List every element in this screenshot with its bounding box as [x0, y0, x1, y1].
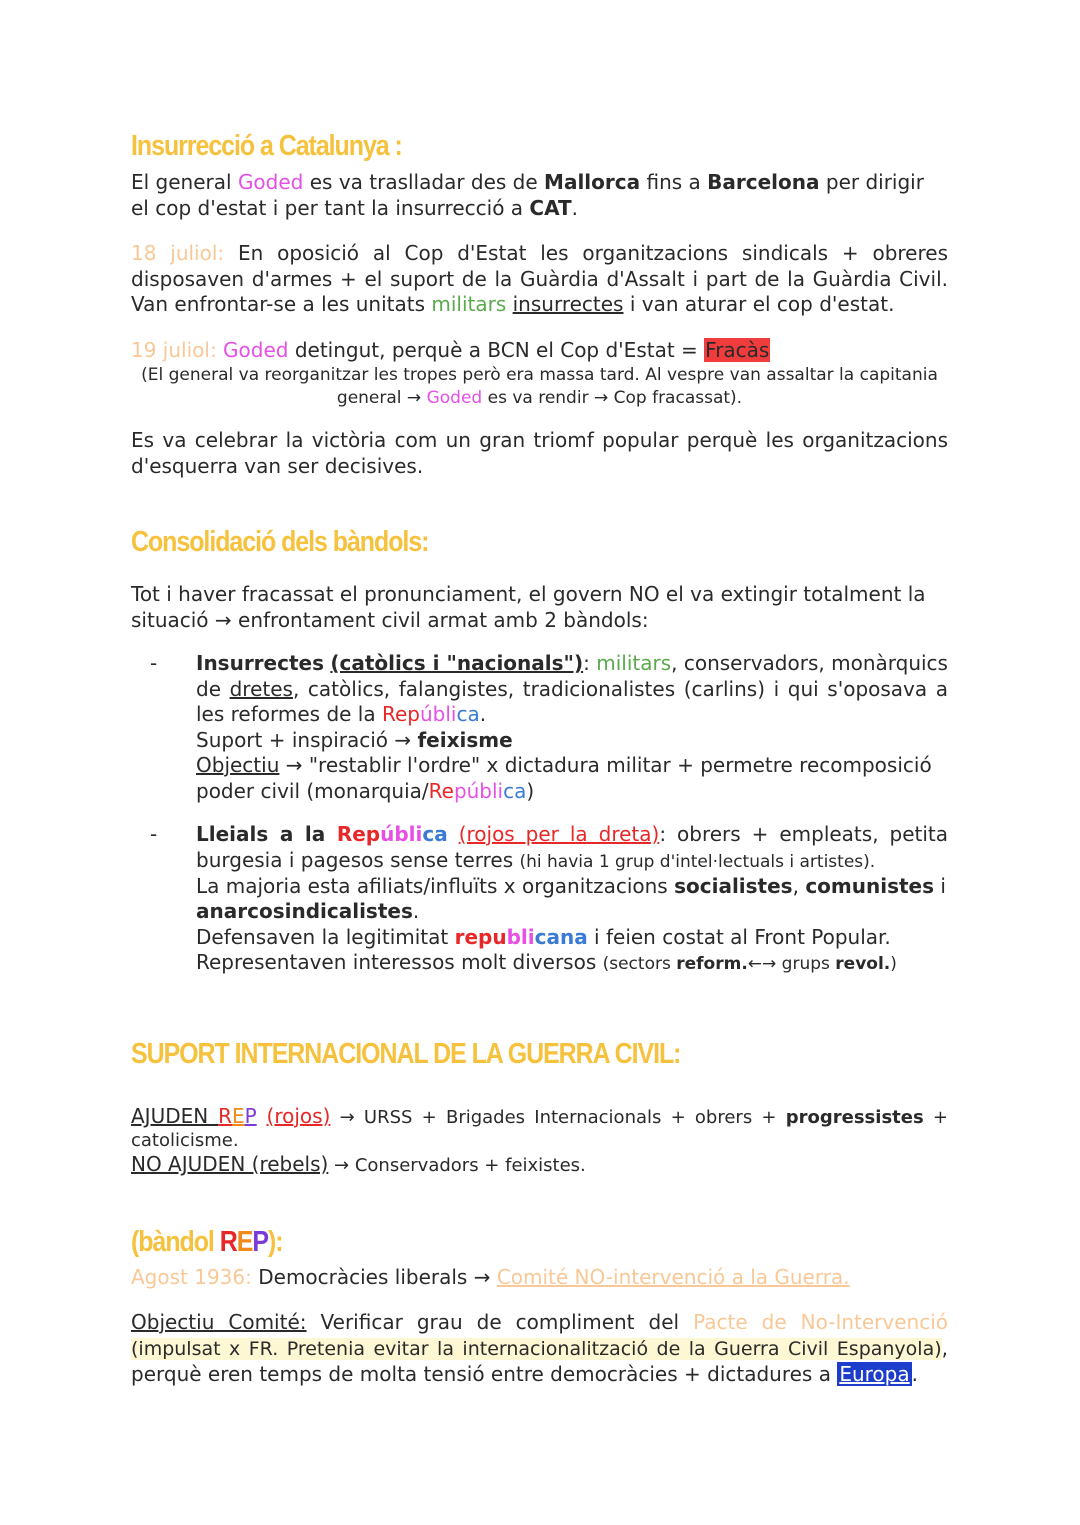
heading-suport-internacional: SUPORT INTERNACIONAL DE LA GUERRA CIVIL: — [131, 1038, 681, 1070]
paragraph-ajuden: AJUDEN REP (rojos) → URSS + Brigades Internacionals + obrers + progressistes + catolicisme. — [131, 1104, 948, 1151]
list-item-lleials: - Lleials a la República (rojos per la dreta): obrers + empleats, petita burgesia i pagesos sense terres (hi havia 1 grup d'intel·lectuals i artistes). La majoria esta afiliats/influïts x organitzacions socialistes, comunistes i anarcosindicalistes. Defensaven la legitimitat republicana i feien costat al Front Popular. Representaven interessos molt diversos (sectors reform.←→ grups revol.) — [150, 822, 949, 974]
section-bandol-rep: (bàndol REP): — [131, 1226, 283, 1258]
europa-highlight: Europa — [839, 1362, 910, 1386]
date-19-juliol: 19 juliol: — [131, 338, 217, 362]
fracas-highlight: Fracàs — [705, 338, 770, 362]
section-insurreccio — [131, 130, 948, 163]
paragraph-agost-1936: Agost 1936: Democràcies liberals → Comité NO-intervenció a la Guerra. — [131, 1265, 850, 1289]
paragraph-intro-bandols: Tot i haver fracassat el pronunciament, el govern NO el va extingir totalment la situació → enfrontament civil armat amb 2 bàndols: — [131, 582, 926, 632]
paragraph-no-ajuden: NO AJUDEN (rebels) → Conservadors + feixistes. — [131, 1152, 586, 1176]
section-suport-internacional — [131, 1038, 948, 1071]
heading-insurreccio: Insurrecció a Catalunya : — [131, 130, 402, 162]
list-dash: - — [150, 822, 158, 846]
date-18-juliol: 18 juliol: — [131, 241, 225, 265]
note-capitania: (El general va reorganitzar les tropes però era massa tard. Al vespre van assaltar la capitania general → Goded es va rendir → Cop fracassat). — [141, 365, 938, 408]
comite-link-text: Comité NO-intervenció a la Guerra. — [496, 1265, 850, 1289]
list-dash: - — [150, 651, 158, 675]
list-item-insurrectes: - Insurrectes (catòlics i "nacionals"): militars, conservadors, monàrquics de dretes, catòlics, falangistes, tradicionalistes (carlins) i qui s'oposava a les reformes de la República. Suport + inspiració → feixisme Objectiu → "restablir l'ordre" x dictadura militar + permetre recomposició poder civil (monarquia/República) — [150, 651, 949, 803]
heading-consolidacio: Consolidació dels bàndols: — [131, 526, 429, 558]
paragraph-18-juliol: 18 juliol: En oposició al Cop d'Estat les organitzacions sindicals + obreres disposaven d'armes + el suport de la Guàrdia d'Assalt i part de la Guàrdia Civil. Van enfrontar-se a les unitats militars insurrectes i van aturar el cop d'estat. — [131, 241, 948, 316]
paragraph-objectiu-comite: Objectiu Comité: Verificar grau de compliment del Pacte de No-Intervenció (impulsat x FR. Pretenia evitar la internacionalització de la Guerra Civil Espanyola), perquè eren temps de molta tensió entre democràcies + dictadures a Europa . — [131, 1310, 949, 1386]
paragraph-19-juliol: 19 juliol: Goded detingut, perquè a BCN el Cop d'Estat = Fracàs — [131, 338, 770, 362]
paragraph-goded-trasllat: El general Goded es va traslladar des de Mallorca fins a Barcelona per dirigir el cop d'estat i per tant la insurrecció a CAT. — [131, 170, 924, 220]
paragraph-victoria: Es va celebrar la victòria com un gran triomf popular perquè les organitzacions d'esquerra van ser decisives. — [131, 428, 948, 478]
section-consolidacio — [131, 526, 948, 559]
